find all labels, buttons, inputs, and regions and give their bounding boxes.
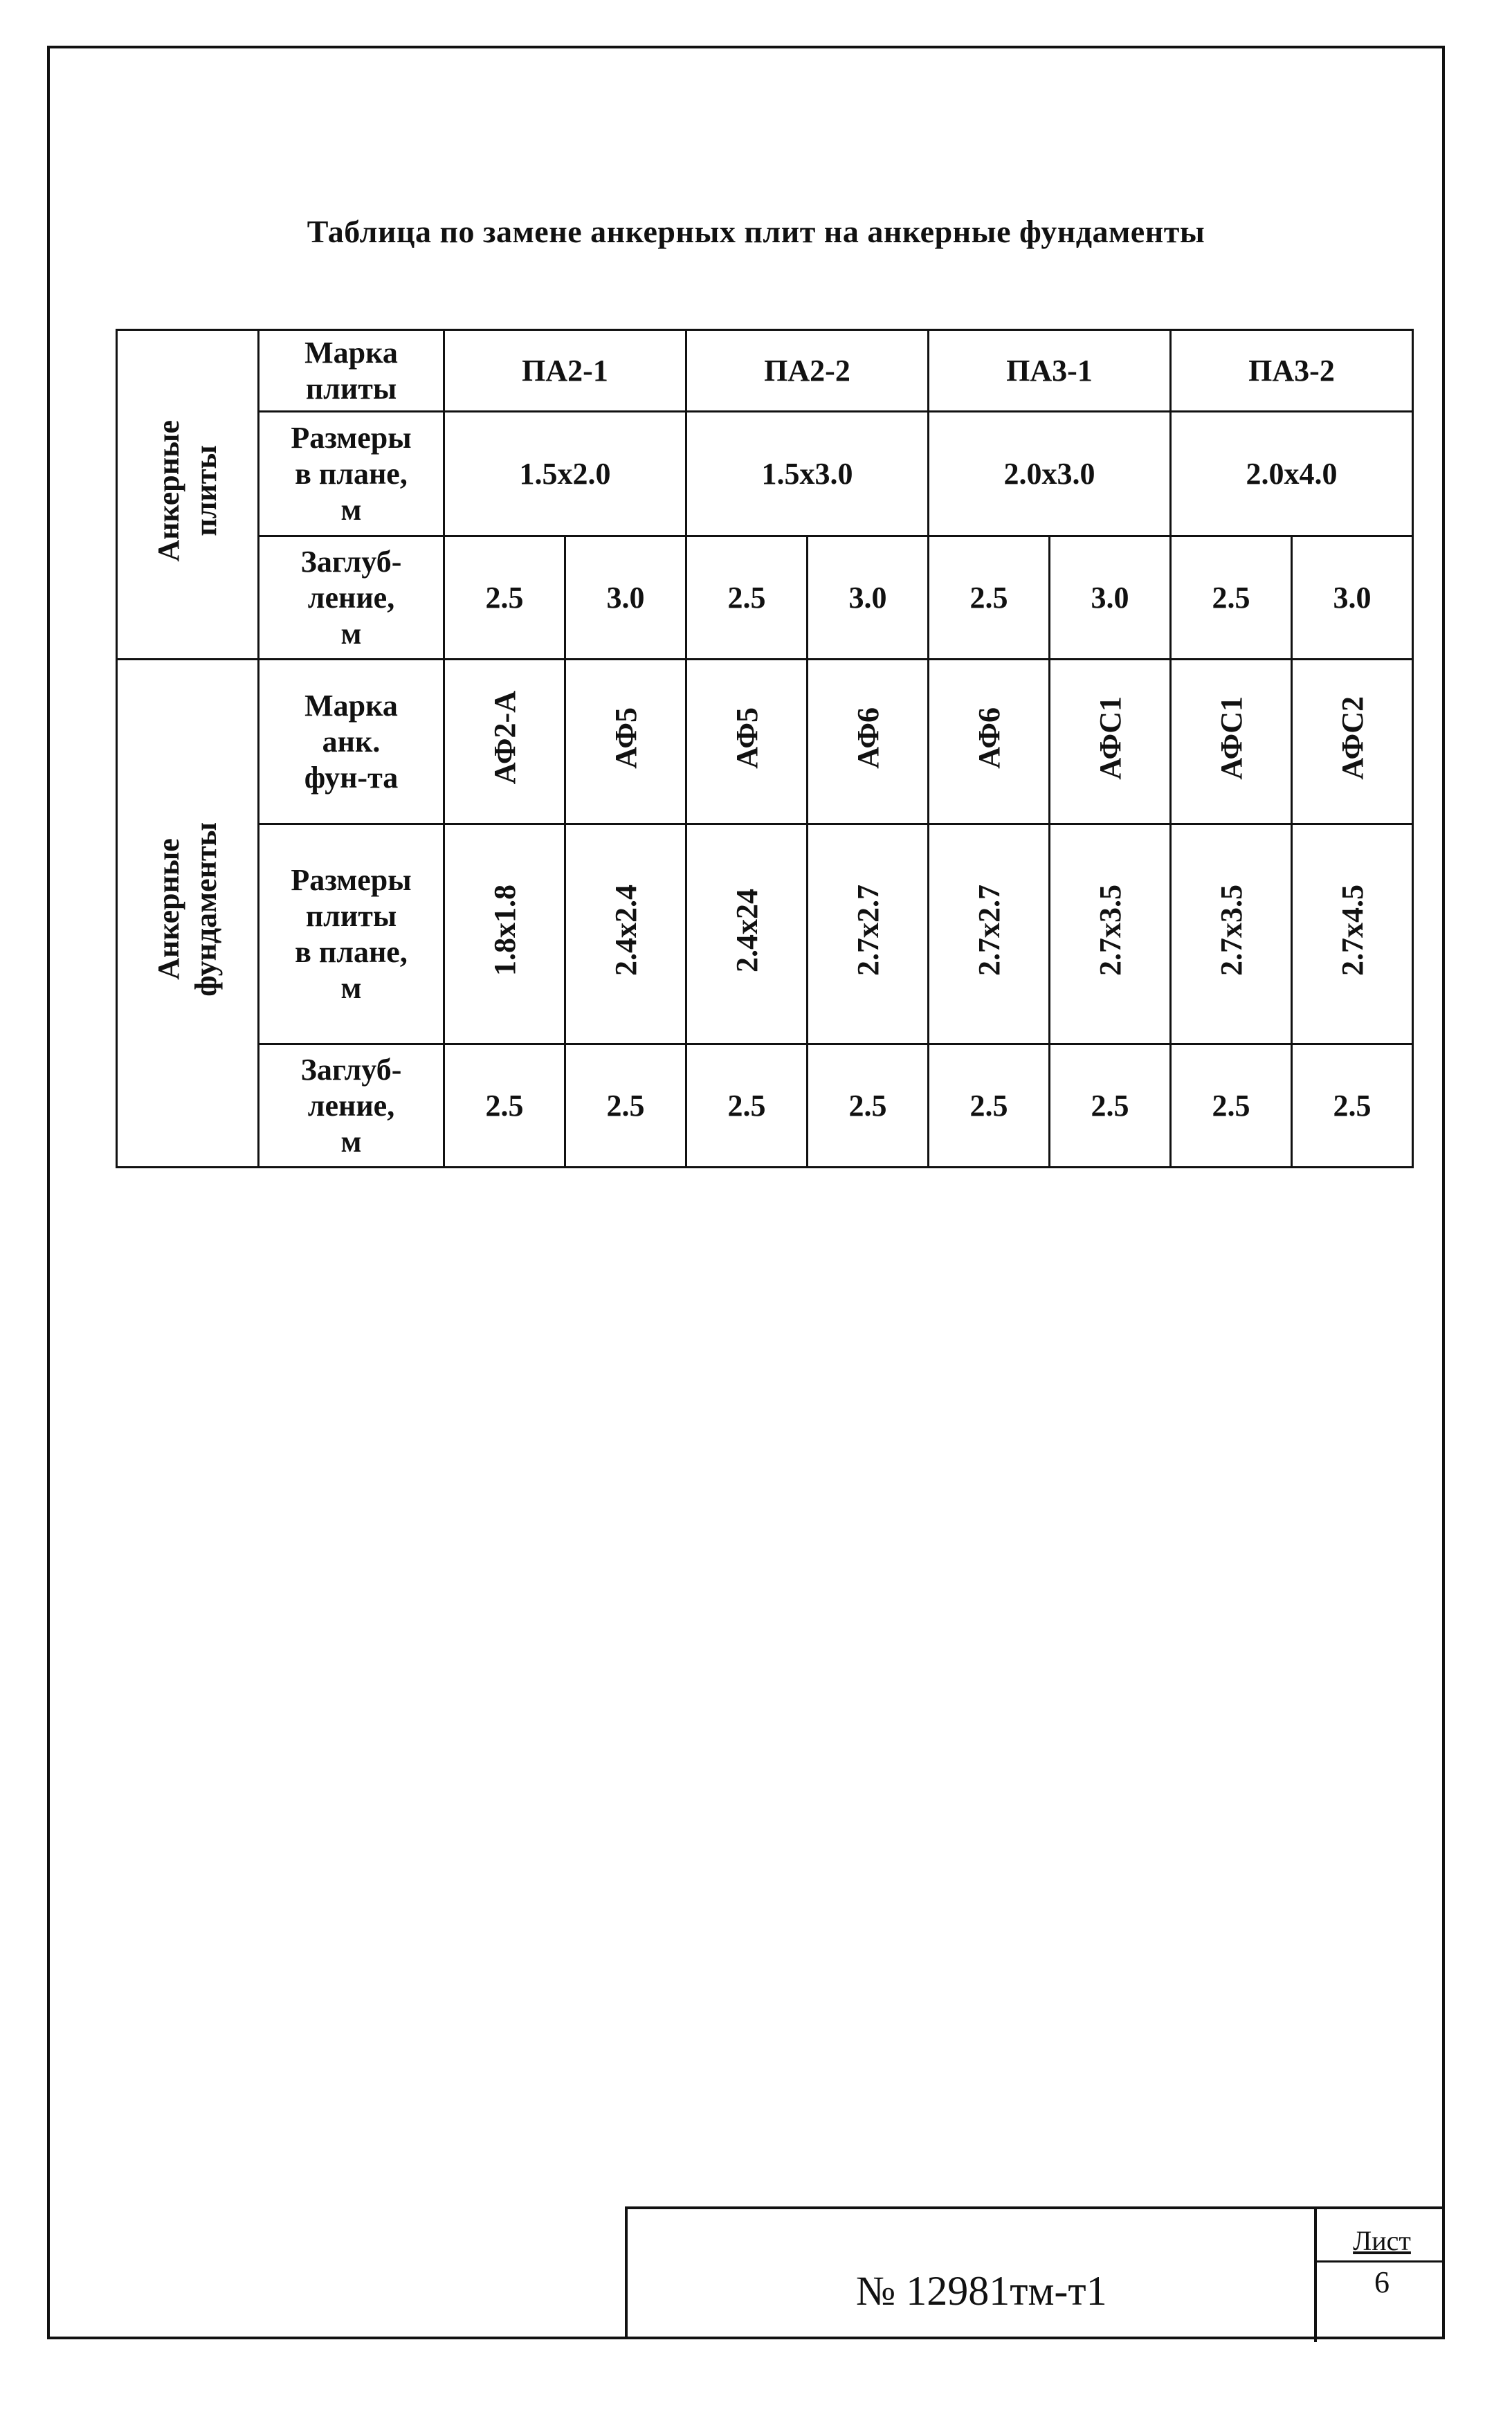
foundation-depth-cell: 2.5 [1171,1044,1292,1168]
plate-size-cell: 2.0x3.0 [929,412,1171,536]
foundation-depth-cell: 2.5 [1050,1044,1171,1168]
foundation-mark-cell: АФ6 [929,660,1050,824]
foundation-mark-cell: АФС2 [1292,660,1413,824]
foundation-depth-cell: 2.5 [808,1044,929,1168]
row-label-foundation-depth: Заглуб- ление, м [259,1044,444,1168]
foundation-size-cell: 1.8x1.8 [444,824,565,1044]
foundation-depth-cell: 2.5 [686,1044,808,1168]
sheet-label: Лист [1353,2225,1411,2256]
foundation-mark-cell: АФ5 [686,660,808,824]
plate-mark-cell: ПА2-2 [686,330,929,412]
plate-depth-cell: 3.0 [1292,536,1413,660]
plate-mark-cell: ПА3-1 [929,330,1171,412]
foundation-depth-cell: 2.5 [929,1044,1050,1168]
table-row [117,536,1413,660]
foundation-depth-cell: 2.5 [444,1044,565,1168]
group-label-foundations: Анкерные фундаменты [117,660,259,1168]
foundation-mark-cell: АФС1 [1050,660,1171,824]
foundation-size-cell: 2.7x2.7 [808,824,929,1044]
plate-depth-cell: 3.0 [808,536,929,660]
plate-depth-cell: 3.0 [565,536,686,660]
foundation-size-cell: 2.7x2.7 [929,824,1050,1044]
row-label-foundation-mark: Марка анк. фун-та [259,660,444,824]
table-row [117,824,1413,1044]
foundation-mark-cell: АФС1 [1171,660,1292,824]
table-title: Таблица по замене анкерных плит на анкерные фундаменты [307,214,1205,249]
plate-depth-cell: 2.5 [1171,536,1292,660]
foundation-mark-cell: АФ6 [808,660,929,824]
plate-depth-cell: 2.5 [929,536,1050,660]
plate-size-cell: 1.5x3.0 [686,412,929,536]
table-row [117,660,1413,824]
document-number: № 12981тм-т1 [856,2268,1107,2314]
group-label-plates: Анкерные плиты [117,330,259,660]
foundation-size-cell: 2.7x3.5 [1171,824,1292,1044]
foundation-mark-cell: АФ5 [565,660,686,824]
row-label-plate-depth: Заглуб- ление, м [259,536,444,660]
table-row [117,330,1413,412]
sheet-divider [1317,2260,1445,2263]
plate-depth-cell: 2.5 [444,536,565,660]
table-row [117,1044,1413,1168]
row-label-plate-size: Размеры в плане, м [259,412,444,536]
table-row [117,412,1413,536]
foundation-depth-cell: 2.5 [1292,1044,1413,1168]
plate-mark-cell: ПА3-2 [1171,330,1413,412]
title-block [625,2206,1445,2339]
foundation-size-cell: 2.7x4.5 [1292,824,1413,1044]
title-block-divider [1314,2209,1317,2342]
foundation-size-cell: 2.4x24 [686,824,808,1044]
replacement-table [116,329,1414,1168]
row-label-plate-mark: Марка плиты [259,330,444,412]
foundation-size-cell: 2.7x3.5 [1050,824,1171,1044]
foundation-depth-cell: 2.5 [565,1044,686,1168]
row-label-foundation-size: Размеры плиты в плане, м [259,824,444,1044]
foundation-mark-cell: АФ2-А [444,660,565,824]
plate-depth-cell: 2.5 [686,536,808,660]
plate-depth-cell: 3.0 [1050,536,1171,660]
foundation-size-cell: 2.4x2.4 [565,824,686,1044]
sheet-number: 6 [1374,2265,1390,2299]
plate-size-cell: 1.5x2.0 [444,412,686,536]
plate-mark-cell: ПА2-1 [444,330,686,412]
plate-size-cell: 2.0x4.0 [1171,412,1413,536]
